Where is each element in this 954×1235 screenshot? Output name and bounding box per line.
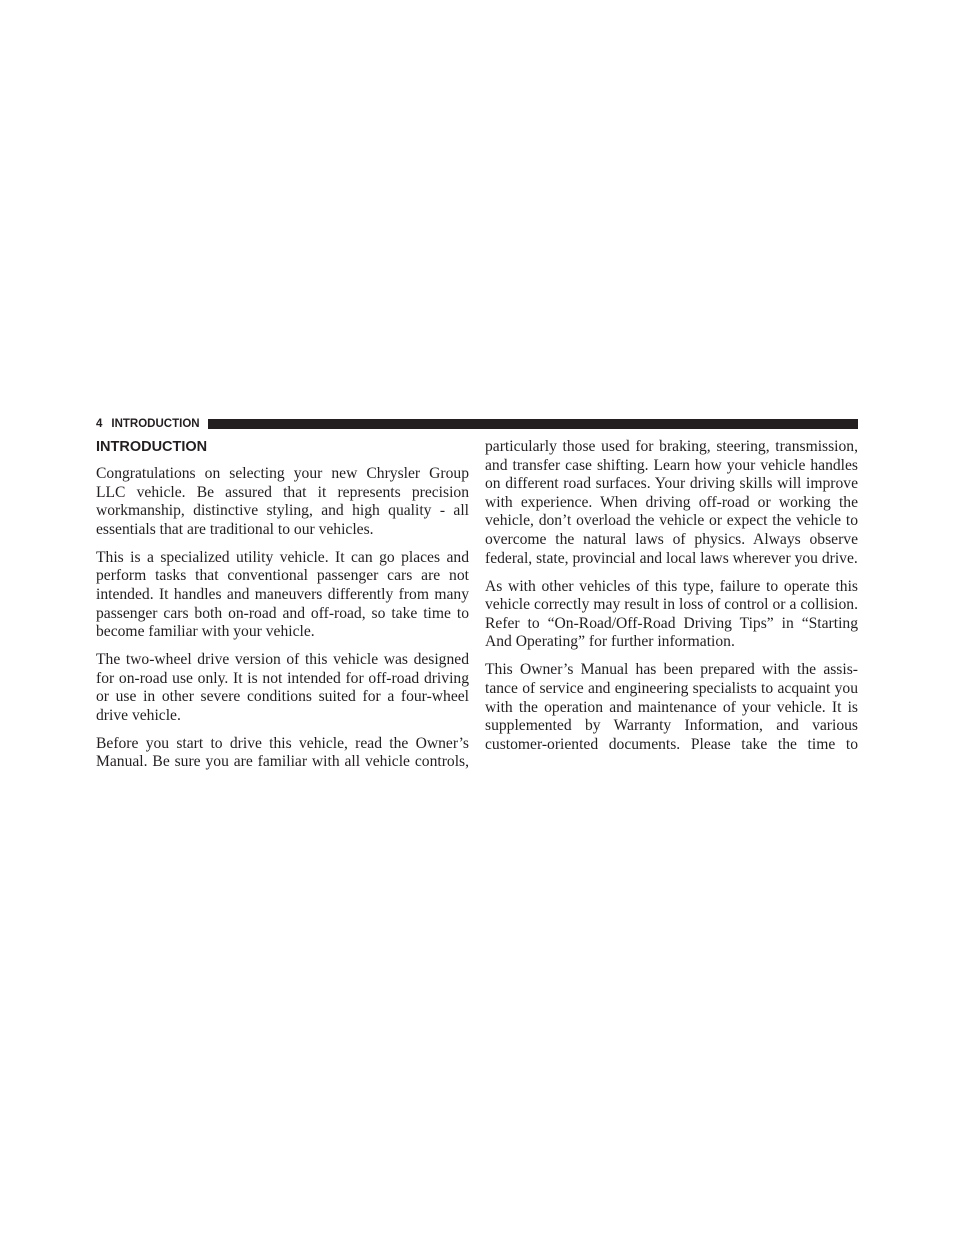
- paragraph-failure-to-operate: As with other vehicles of this type, failure to operate this vehicle correctly may result in loss of control or a collision. Refer to “On-Road/Off-Road Driving Tips” in “Starting And Operating” for further information.: [485, 577, 858, 651]
- paragraph-owners-manual: This Owner’s Manual has been prepared with the assistance of service and engineering specialists to acquaint you with the operation and maintenance of your vehicle. It is supplemented by Warranty Information, and various customer-oriented documents. Please take the time to: [485, 661, 858, 753]
- section-heading: INTRODUCTION: [96, 439, 208, 455]
- paragraph-driving-controls: particularly those used for braking, steering, transmission, and transfer case shifting. Learn how your vehicle handles on different road surfaces. Your driving skills will improve with experience. When driving off-road or working the vehicle, don’t overload the vehicle or expect the vehicle to overcome the natural laws of physics. Always observe federal, state, provincial and local laws wherever you drive.: [485, 438, 858, 567]
- left-column: [96, 437, 469, 781]
- header-rule-bar: [208, 419, 858, 429]
- paragraph-before-you-drive: Before you start to drive this vehicle, read the Owner’s Manual. Be sure you are familiar with all vehicle controls,: [96, 734, 469, 771]
- right-column: [485, 437, 858, 764]
- page-number: 4: [96, 418, 103, 430]
- paragraph-two-wheel-drive: The two-wheel drive version of this vehicle was designed for on-road use only. It is not intended for off-road driving or use in other severe conditions suited for a four-wheel drive vehicle.: [96, 651, 469, 724]
- paragraph-specialized-vehicle: This is a specialized utility vehicle. It can go places and perform tasks that conventional passenger cars are not intended. It handles and maneuvers differently from many passenger cars both on-road and off-road, so take time to become familiar with your vehicle.: [96, 548, 469, 641]
- paragraph-congratulations: Congratulations on selecting your new Chrysler Group LLC vehicle. Be assured that it represents precision workmanship, distinctive styling, and high quality - all essentials that are traditional to our vehicles.: [96, 465, 469, 538]
- running-header-title: INTRODUCTION: [111, 418, 200, 430]
- page-header: [96, 417, 858, 431]
